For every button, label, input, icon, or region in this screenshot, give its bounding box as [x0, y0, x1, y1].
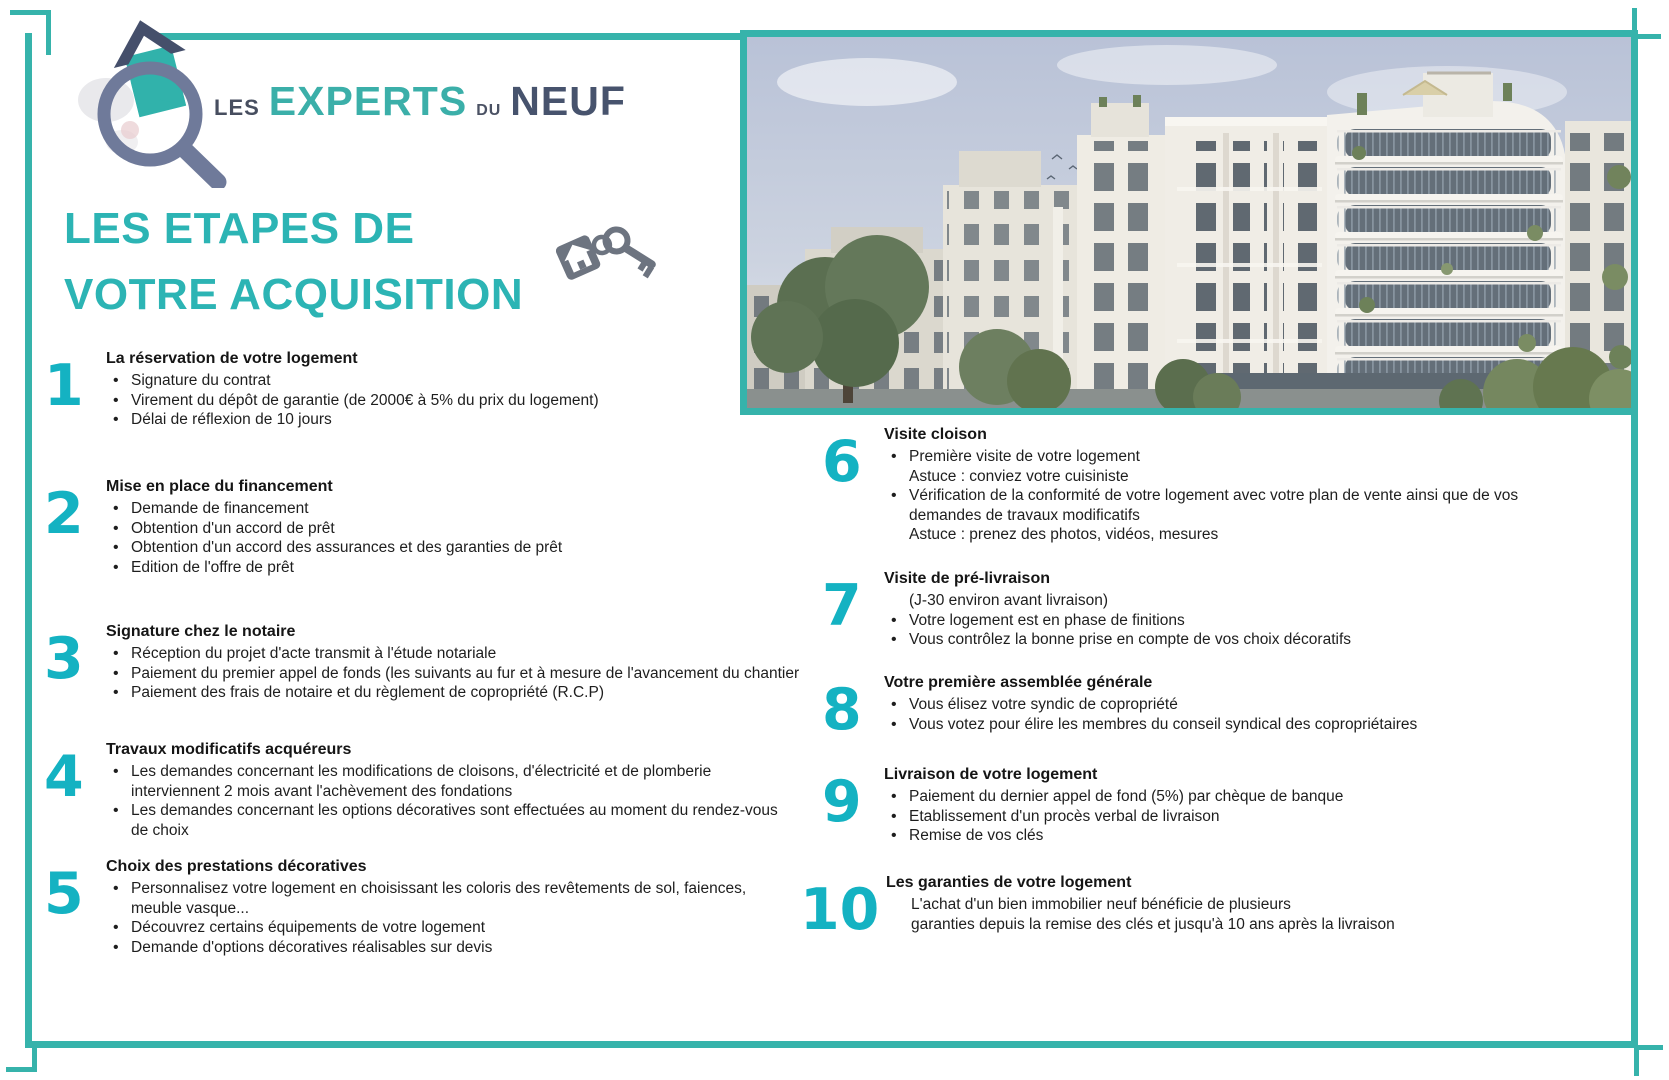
step-items: [884, 787, 1584, 846]
step-number: 1: [44, 353, 84, 419]
step: [44, 478, 806, 577]
frame-border-left: [25, 33, 32, 1048]
step-title: Visite de pré-livraison: [884, 570, 1050, 587]
step-note-line: (J-30 environ avant livraison): [909, 592, 1109, 609]
step-bullet-item: • Vérification de la conformité de votre logement avec votre plan de vente ainsi que de vos demandes de travaux modificatifs: [884, 486, 1552, 525]
step-items: [884, 447, 1552, 545]
mid-tower: [1077, 95, 1165, 408]
step-bullet-item: • Etablissement d'un procès verbal de livraison: [884, 807, 1584, 827]
step-title: Votre première assemblée générale: [884, 674, 1153, 691]
step-title: Les garanties de votre logement: [886, 874, 1132, 891]
page-title-line1: LES ETAPES DE: [64, 204, 415, 253]
step-bullet-item: • Paiement des frais de notaire et du règlement de copropriété (R.C.P): [106, 683, 816, 703]
step: [822, 426, 1552, 545]
step-note-line: Astuce : conviez votre cuisiniste: [909, 467, 1129, 485]
step-content: [886, 874, 1586, 934]
step-bullet-item: • Paiement du dernier appel de fond (5%) par chèque de banque: [884, 787, 1584, 807]
step-content: [884, 426, 1552, 545]
step-bullet-item: • Demande d'options décoratives réalisables sur devis: [106, 938, 768, 958]
step-items: [886, 895, 1586, 934]
step-content: [884, 674, 1604, 734]
step-bullet-item: • Obtention d'un accord de prêt: [106, 519, 806, 539]
step-content: [884, 570, 1584, 650]
step-bullet-item: • Remise de vos clés: [884, 826, 1584, 846]
step-items: [106, 644, 816, 703]
step-number: 5: [44, 861, 84, 927]
step-content: [106, 350, 806, 430]
step-bullet-item: • Demande de financement: [106, 499, 806, 519]
step: [822, 674, 1604, 743]
step-bullet-item: • Réception du projet d'acte transmit à l'étude notariale: [106, 644, 816, 664]
step-number: 2: [44, 481, 84, 547]
step-bullet-item: • Première visite de votre logement: [884, 447, 1552, 467]
building-photo-illustration: [747, 37, 1631, 408]
step-bullet-item: • Votre logement est en phase de finitions: [884, 611, 1584, 631]
step-bullet-item: • Obtention d'un accord des assurances et des garanties de prêt: [106, 538, 806, 558]
step-items: [106, 879, 768, 957]
step: [44, 858, 768, 957]
page-title-line2: VOTRE ACQUISITION: [64, 270, 524, 319]
step-number: 4: [44, 744, 84, 810]
logo-word-neuf: NEUF: [510, 78, 626, 124]
step-bullet-item: • Edition de l'offre de prêt: [106, 558, 806, 578]
step-content: [884, 766, 1584, 846]
frame-border-bottom: [25, 1041, 1638, 1048]
step-items: [884, 591, 1584, 650]
step-content: [106, 858, 768, 957]
logo-word-du: DU: [476, 102, 502, 119]
step-bullet-item: • Signature du contrat: [106, 371, 806, 391]
step-content: [106, 478, 806, 577]
step-title: Mise en place du financement: [106, 478, 333, 495]
curved-building: [1327, 73, 1567, 408]
step-content: [106, 623, 816, 703]
step: [44, 741, 798, 840]
step-bullet-item: • Vous élisez votre syndic de copropriété: [884, 695, 1604, 715]
step: [800, 874, 1586, 943]
step-note-line: garanties depuis la remise des clés et jusqu'à 10 ans après la livraison: [911, 915, 1395, 933]
logo-word-experts: EXPERTS: [268, 78, 468, 124]
step-items: [106, 499, 806, 577]
step-content: [106, 741, 798, 840]
step: [44, 350, 806, 430]
step-title: Travaux modificatifs acquéreurs: [106, 741, 352, 758]
step-bullet-item: • Vous votez pour élire les membres du conseil syndical des copropriétaires: [884, 715, 1604, 735]
step: [44, 623, 816, 703]
step-title: Visite cloison: [884, 426, 987, 443]
step-bullet-item: • Découvrez certains équipements de votre logement: [106, 918, 768, 938]
step-note-line: L'achat d'un bien immobilier neuf bénéficie de plusieurs: [911, 896, 1291, 913]
step-title: Choix des prestations décoratives: [106, 858, 367, 875]
step: [822, 766, 1584, 846]
step-number: 8: [822, 677, 862, 743]
frame-border-top: [158, 33, 748, 40]
step-title: La réservation de votre logement: [106, 350, 358, 367]
step-bullet-item: • Les demandes concernant les modifications de cloisons, d'électricité et de plomberie interviennent 2 mois avant l'achèvement des fondations: [106, 762, 798, 801]
corner-mark-bottom-right: [1634, 1045, 1663, 1076]
step-number: 6: [822, 429, 862, 495]
step-bullet-item: • Délai de réflexion de 10 jours: [106, 410, 806, 430]
page-title: [64, 196, 523, 328]
step-title: Livraison de votre logement: [884, 766, 1098, 783]
step-number: 10: [800, 877, 880, 943]
step-bullet-item: • Les demandes concernant les options décoratives sont effectuées au moment du rendez-vous de choix: [106, 801, 798, 840]
step-bullet-item: • Personnalisez votre logement en choisissant les coloris des revêtements de sol, faiences, meuble vasque...: [106, 879, 768, 918]
step-number: 7: [822, 573, 862, 639]
step: [822, 570, 1584, 650]
logo-wordmark: [214, 78, 626, 125]
step-bullet-item: • Virement du dépôt de garantie (de 2000€ à 5% du prix du logement): [106, 391, 806, 411]
step-title: Signature chez le notaire: [106, 623, 296, 640]
step-items: [884, 695, 1604, 734]
logo-word-les: LES: [214, 95, 260, 120]
step-number: 3: [44, 626, 84, 692]
step-items: [106, 371, 806, 430]
step-bullet-item: • Paiement du premier appel de fonds (les suivants au fur et à mesure de l'avancement du chantier: [106, 664, 816, 684]
step-items: [106, 762, 798, 840]
frame-border-right: [1631, 405, 1638, 1048]
step-note-line: Astuce : prenez des photos, vidéos, mesures: [909, 526, 1219, 544]
house-keys-icon: [556, 218, 668, 292]
step-bullet-item: • Vous contrôlez la bonne prise en compte de vos choix décoratifs: [884, 630, 1584, 650]
step-number: 9: [822, 769, 862, 835]
building-photo: [740, 30, 1638, 415]
